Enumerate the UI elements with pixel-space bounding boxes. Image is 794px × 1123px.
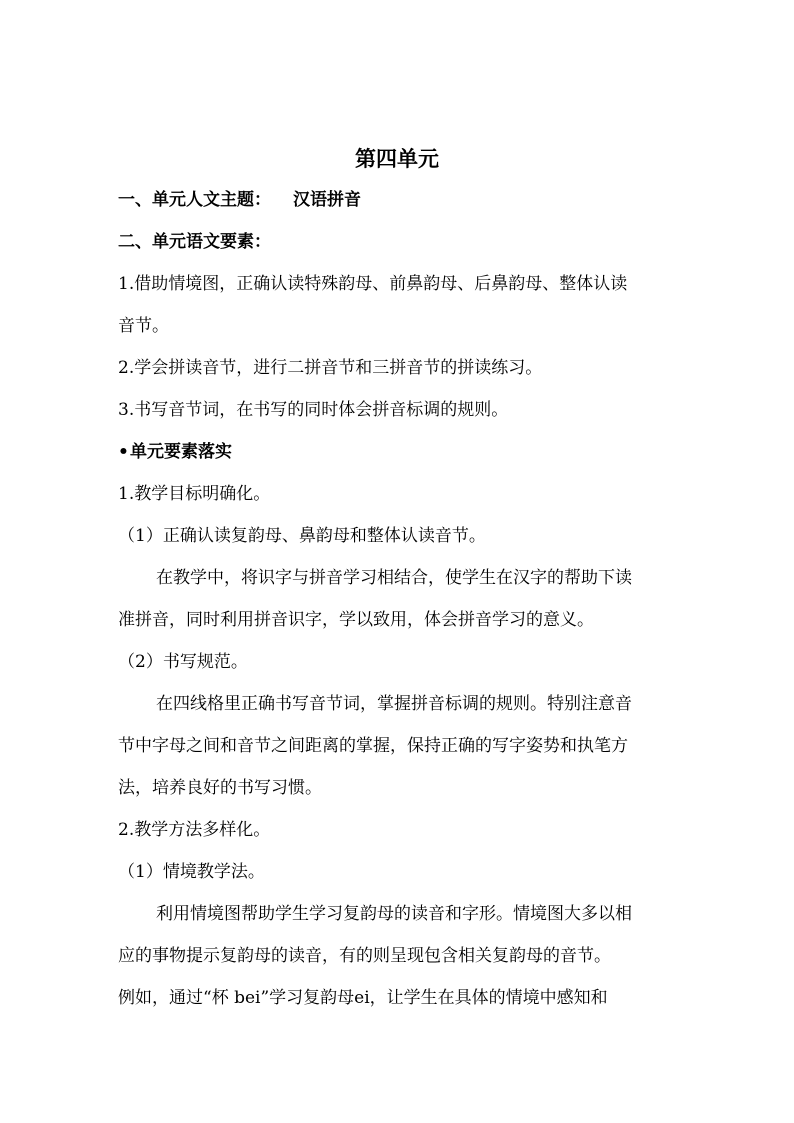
subsection-heading-label: 单元要素落实 [130, 442, 232, 462]
paragraph-line: （1）情境教学法。 [118, 862, 265, 882]
paragraph-line: 2.教学方法多样化。 [118, 820, 271, 840]
bullet-icon: • [118, 442, 129, 462]
paragraph-line: 音节。 [118, 316, 169, 336]
section-1-heading [118, 188, 680, 212]
paragraph-line: （2）书写规范。 [118, 652, 248, 672]
paragraph-line: 法，培养良好的书写习惯。 [118, 778, 322, 798]
paragraph-line: （1）正确认读复韵母、鼻韵母和整体认读音节。 [118, 526, 486, 546]
paragraph-line: 3.书写音节词，在书写的同时体会拼音标调的规则。 [118, 400, 509, 420]
paragraph-line: 1.借助情境图，正确认读特殊韵母、前鼻韵母、后鼻韵母、整体认读 [118, 274, 628, 294]
section-1-value: 汉语拼音 [293, 190, 361, 210]
paragraph-line: 例如，通过“杯 bei”学习复韵母ei，让学生在具体的情境中感知和 [118, 988, 608, 1008]
paragraph-line: 利用情境图帮助学生学习复韵母的读音和字形。情境图大多以相 [156, 904, 632, 924]
paragraph-line: 在教学中，将识字与拼音学习相结合，使学生在汉字的帮助下读 [156, 568, 632, 588]
section-1-label: 一、单元人文主题： [118, 190, 271, 210]
section-2-heading: 二、单元语文要素： [118, 232, 271, 252]
paragraph-line: 1.教学目标明确化。 [118, 484, 271, 504]
paragraph-line: 应的事物提示复韵母的读音，有的则呈现包含相关复韵母的音节。 [118, 946, 611, 966]
page-title: 第四单元 [355, 146, 439, 171]
paragraph-line: 准拼音，同时利用拼音识字，学以致用，体会拼音学习的意义。 [118, 610, 594, 630]
subsection-heading [118, 440, 680, 464]
paragraph-line: 2.学会拼读音节，进行二拼音节和三拼音节的拼读练习。 [118, 358, 543, 378]
paragraph-line: 在四线格里正确书写音节词，掌握拼音标调的规则。特别注意音 [156, 694, 632, 714]
paragraph-line: 节中字母之间和音节之间距离的掌握，保持正确的写字姿势和执笔方 [118, 736, 628, 756]
